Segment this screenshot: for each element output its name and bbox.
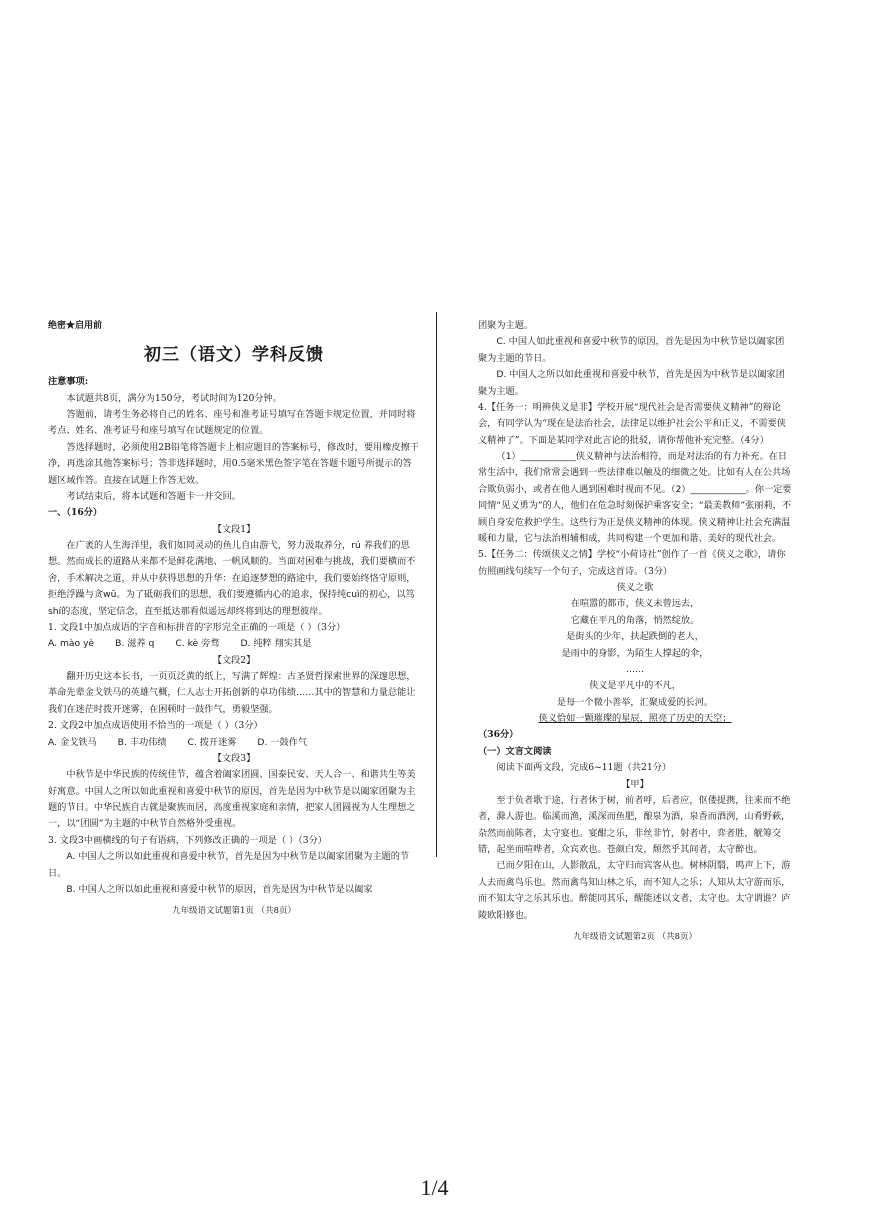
question-1-options	[48, 636, 420, 652]
option-d: D. 纯粹 翔实其是	[240, 638, 312, 650]
option-c: C. 中国人如此重视和喜爱中秋节的原因，首先是因为中秋节是以阖家团聚为主题的节日。	[478, 336, 785, 364]
option-d: D. 中国人之所以如此重视和喜爱中秋节，首先是因为中秋节是以阖家团聚为主题。	[478, 369, 785, 397]
option-d: D. 一鼓作气	[257, 736, 308, 748]
passage-label: 【文段1】	[212, 523, 256, 535]
poem-title: 侠义之歌	[616, 582, 654, 593]
passage-2: 翻开历史这本长书，一页页泛黄的纸上，写满了辉煌：古圣贤哲探索世界的深邃思想，革命先辈金戈铁马的英雄气概，仁人志士开拓创新的卓功伟绩……其中的智慧和力量总能让我们在迷茫时拨开迷雾，在困顿时一鼓作气，勇毅坚强。	[48, 671, 416, 715]
section-heading: （36分）	[478, 729, 519, 741]
option-a: A. 中国人之所以如此重视和喜爱中秋节，首先是因为中秋节是以阖家团聚为主题的节日。	[48, 851, 410, 879]
subsection-heading: （一）文言文阅读	[478, 745, 552, 757]
column-divider	[436, 312, 437, 857]
note-item: 本试题共8页，满分为150分，考试时间为120分钟。	[66, 392, 282, 404]
page-counter: 1/4	[420, 1175, 449, 1200]
option-a: A. mào yè	[48, 638, 95, 650]
question-3: 3. 文段3中画横线的句子有语病，下列修改正确的一项是（ ）（3分）	[48, 834, 327, 846]
exam-page-1	[48, 318, 420, 919]
notes-heading: 注意事项:	[48, 376, 89, 388]
classical-passage: 已而夕阳在山，人影散乱，太守归而宾客从也。树林阴翳，鸣声上下，游人去而禽鸟乐也。然而禽鸟知山林之乐，而不知人之乐；人知从太守游而乐，而不知太守之乐其乐也。醉能同其乐，醒能述以文者，太守也。太守谓谁？庐陵欧阳修也。	[478, 860, 791, 921]
note-item: 答题前，请考生务必将自己的姓名、座号和准考证号填写在答题卡规定位置，并同时将考点、姓名、准考证号和座号填写在试题规定的位置。	[48, 409, 416, 437]
question-1: 1. 文段1中加点成语的字音和标拼音的字形完全正确的一项是（ ）（3分）	[48, 621, 346, 633]
question-2: 2. 文段2中加点成语使用不恰当的一项是（ ）（3分）	[48, 720, 263, 732]
option-c: C. 拨开迷雾	[187, 736, 237, 748]
poem-line-underlined: 侠义恰如一颗璀璨的星辰，照亮了历史的天空；	[538, 713, 732, 724]
note-item: 考试结束后，将本试题和答题卡一并交回。	[66, 490, 241, 502]
exam-page-2	[478, 318, 792, 945]
option-b: B. 丰功伟绩	[117, 736, 167, 748]
poem-line: 是每一个微小善举，汇聚成爱的长河。	[556, 696, 714, 708]
question-4: 4.【任务一：明辨侠义是非】学校开展“现代社会是否需要侠义精神”的辩论会，有同学认为“现在是法治社会，法律足以维护社会公平和正义，不需要侠义精神了”。下面是某同学对此言论的批驳，请你帮他补充完整。（4分）	[478, 401, 786, 446]
page-footer: 九年级语文试题第2页 （共8页）	[572, 931, 698, 942]
poem-line: ……	[625, 663, 645, 675]
passage-label: 【文段3】	[212, 752, 256, 764]
page-title: 初三（语文）学科反馈	[144, 345, 324, 366]
continued-text: 团聚为主题。	[478, 320, 534, 331]
poem-line: 是街头的少年，扶起跌倒的老人，	[566, 631, 704, 643]
page-footer: 九年级语文试题第1页 （共8页）	[171, 906, 297, 917]
poem-line: 是雨中的身影，为陌生人撑起的伞，	[561, 647, 709, 659]
passage-3: 中秋节是中华民族的传统佳节，蕴含着阖家团圆、国泰民安、天人合一、和谐共生等美好寓意。中国人之所以如此重视和喜爱中秋节的原因，首先是因为中秋节是以阖家团聚为主题的节日。中华民族自古就是聚族而居，高度重视家庭和亲情，把家人团圆视为人生理想之一，以“团圆”为主题的中秋节自然格外受重视。	[48, 769, 416, 830]
option-b: B. 中国人之所以如此重视和喜爱中秋节的原因，首先是因为中秋节是以阖家	[66, 883, 373, 895]
option-b: B. 滋养 q	[115, 638, 155, 650]
reading-instruction: 阅读下面两文段，完成6~11题（共21分）	[496, 762, 672, 774]
question-4-body: （1）____________侠义精神与法治相符，而是对法治的有力补充。在日常生活中，我们常常会遇到一些法律难以触及的细微之处。比如有人在公共场合欺负弱小，或者在他人遇到困难时视而不见。（2）____________。你一定要同情“见义勇为”的人，他们在危急时刻保护乘客安全；“最美教师”张丽莉，不顾自身安危救护学生。这些行为正是侠义精神的体现。侠义精神让社会充满温暖和力量，它与法治相辅相成，共同构建一个更加和谐、美好的现代社会。	[478, 451, 792, 544]
poem-line: 它藏在平凡的角落，悄然绽放。	[570, 614, 700, 626]
question-5: 5.【任务二：传颂侠义之情】学校“小荷诗社”创作了一首《侠义之歌》，请你仿照画线句续写一个句子，完成这首诗。（3分）	[478, 549, 786, 577]
section-heading: 一、（16分）	[48, 507, 103, 519]
option-c: C. kè 旁骛	[175, 638, 220, 650]
poem-line: 侠义是平凡中的不凡，	[589, 680, 681, 692]
classical-passage: 至于负者歌于途，行者休于树，前者呼，后者应，伛偻提携，往来而不绝者，滁人游也。临溪而渔，溪深而鱼肥，酿泉为酒，泉香而酒洌，山肴野蔌，杂然而前陈者，太守宴也。宴酣之乐，非丝非竹，射者中，弈者胜，觥筹交错，起坐而喧哗者，众宾欢也。苍颜白发，颓然乎其间者，太守醉也。	[478, 794, 791, 855]
option-a: A. 金戈铁马	[48, 736, 97, 748]
confidential-mark: 绝密★启用前	[48, 321, 103, 331]
passage-label: 【甲】	[621, 778, 649, 790]
poem-line: 在喧嚣的都市，侠义未曾远去，	[570, 598, 700, 610]
question-2-options	[48, 735, 420, 751]
passage-label: 【文段2】	[212, 654, 256, 666]
passage-1: 在广袤的人生海洋里，我们如同灵动的鱼儿自由游弋，努力汲取养分，rú 养我们的思想。然而成长的道路从来都不是鲜花满地、一帆风顺的。当面对困难与挑战，我们要横而不舍，手术解决之道，并从中获得思想的升华：在追逐梦想的路途中，我们要始终恪守原则，拒绝浮躁与贪wū。为了砥砺我们的思想，我们要遵循内心的追求，保持纯cuì的初心，以笃shí的态度，坚定信念，直至抵达那看似遥远却终将到达的理想彼岸。	[48, 540, 416, 617]
note-item: 答选择题时，必须使用2B铅笔将答题卡上相应题目的答案标号，修改时，要用橡皮擦干净，再选涂其他答案标号；答非选择题时，用0.5毫米黑色签字笔在答题卡题号所提示的答题区域作答。直接在试题上作答无效。	[48, 441, 419, 486]
